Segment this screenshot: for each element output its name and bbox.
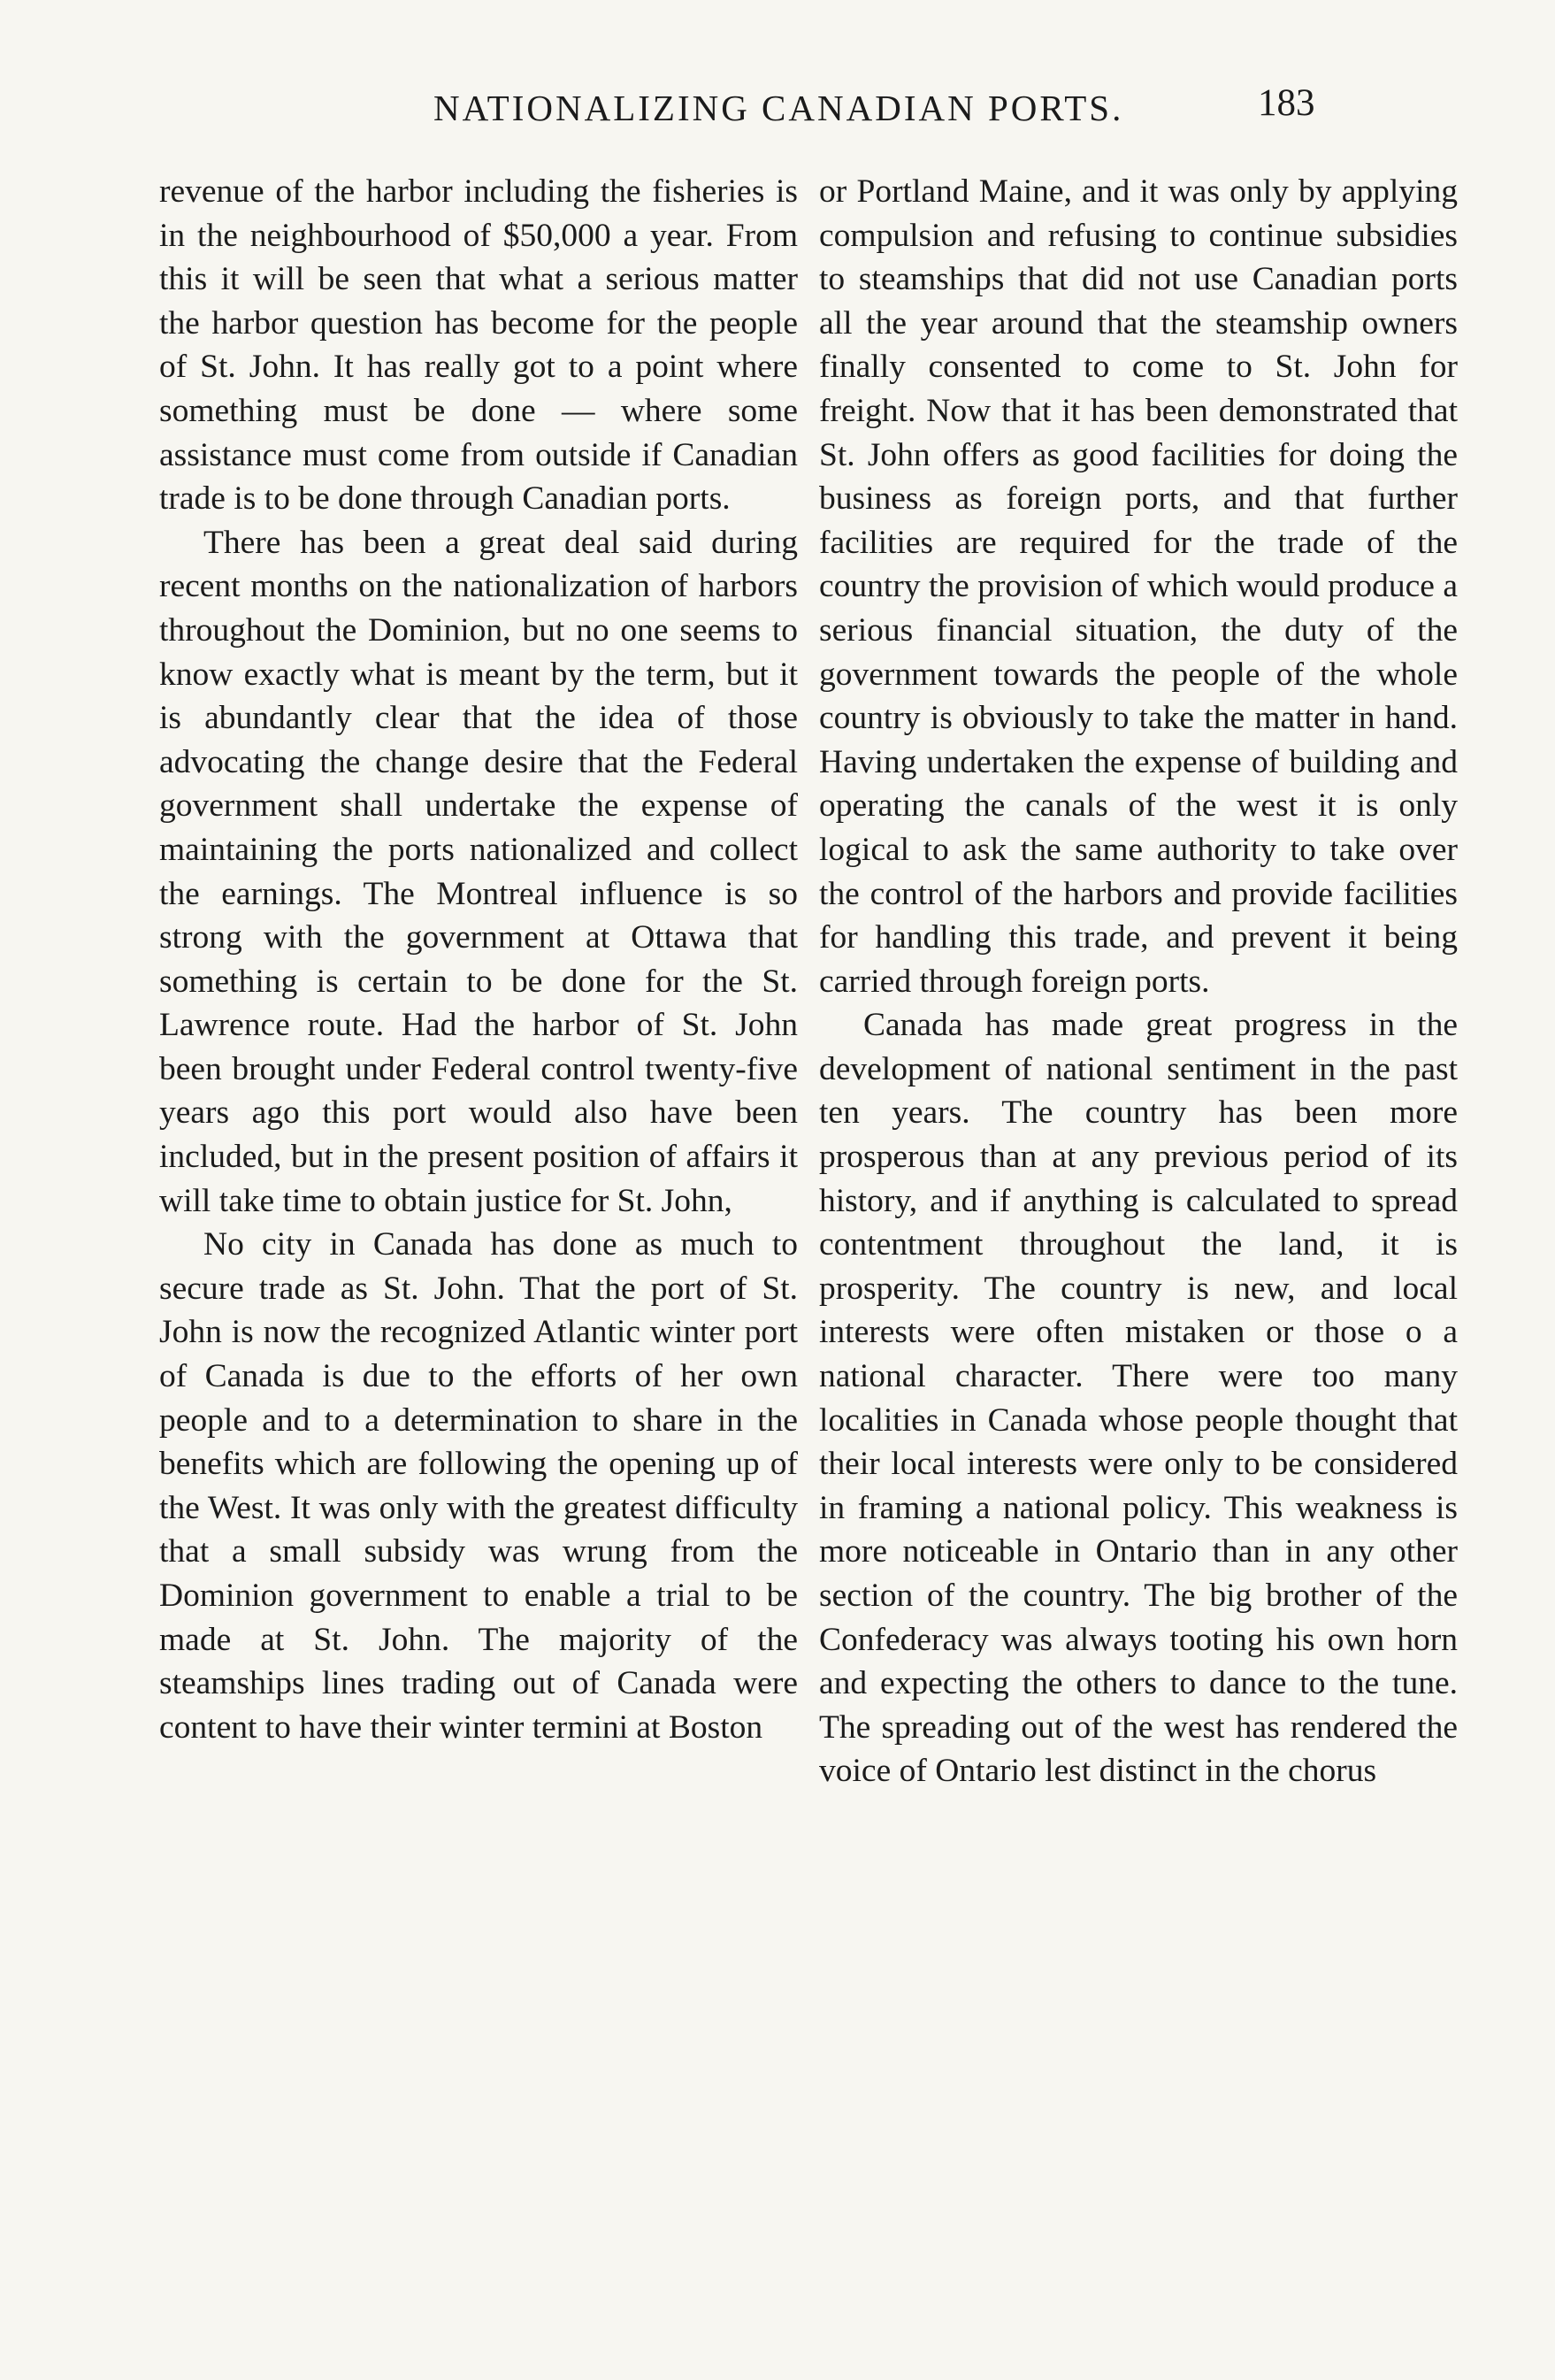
- running-title: NATIONALIZING CANADIAN PORTS.: [433, 88, 1124, 128]
- running-head: [159, 81, 1449, 134]
- paragraph-nationalization: There has been a great deal said during recent months on the nationalization of harbors throughout the Dominion, but no one seems to know exactly what is meant by the term, but it is abundantly clear that the idea of those advocating the change desire that the Federal government shall undertake the expense of maintaining the ports nationalized and collect the earnings. The Montreal influence is so strong with the government at Ottawa that something is certain to be done for the St. Lawrence route. Had the harbor of St. John been brought under Federal control twenty-five years ago this port would also have been included, but in the present position of affairs it will take time to obtain justice for St. John,: [159, 524, 798, 1219]
- paragraph-portland-continued: or Portland Maine, and it was only by applying compulsion and refusing to continue subsidies to steamships that did not use Canadian ports all the year around that the steamship owners finally consented to come to St. John for freight. Now that it has been demonstrated that St. John offers as good facilities for doing the business as foreign ports, and that further facilities are required for the trade of the country the provision of which would produce a serious financial situation, the duty of the government towards the people of the whole country is obviously to take the matter in hand. Having undertaken the expense of building and operating the canals of the west it is only logical to ask the same authority to take over the control of the harbors and provide facilities for handling this trade, and prevent it being carried through foreign ports.: [819, 173, 1458, 1000]
- paragraph-st-john-trade: No city in Canada has done as much to secure trade as St. John. That the port of St. John is now the recognized Atlantic winter port of Canada is due to the efforts of her own people and to a determination to share in the benefits which are following the opening up of the West. It was only with the greatest difficulty that a small subsidy was wrung from the Dominion government to enable a trial to be made at St. John. The majority of the steamships lines trading out of Canada were content to have their winter termini at Boston: [159, 1226, 798, 1746]
- left-column: [159, 170, 798, 1749]
- page-number: 183: [1258, 82, 1315, 124]
- paragraph-continued: revenue of the harbor including the fisheries is in the neighbourhood of $50,000 a year. From this it will be seen that what a serious matter the harbor question has become for the people of St. John. It has really got to a point where something must be done — where some assistance must come from outside if Canadian trade is to be done through Canadian ports.: [159, 173, 798, 518]
- paragraph-national-sentiment: Canada has made great progress in the development of national sentiment in the past ten years. The country has been more prosperous than at any previous period of its history, and if anything is calculated to spread contentment throughout the land, it is prosperity. The country is new, and local interests were often mistaken or those o a national character. There were too many localities in Canada whose people thought that their local interests were only to be considered in framing a national policy. This weakness is more noticeable in Ontario than in any other section of the country. The big brother of the Confederacy was always tooting his own horn and expecting the others to dance to the tune. The spreading out of the west has rendered the voice of Ontario lest distinct in the chorus: [819, 1007, 1458, 1790]
- right-column: [819, 170, 1458, 1793]
